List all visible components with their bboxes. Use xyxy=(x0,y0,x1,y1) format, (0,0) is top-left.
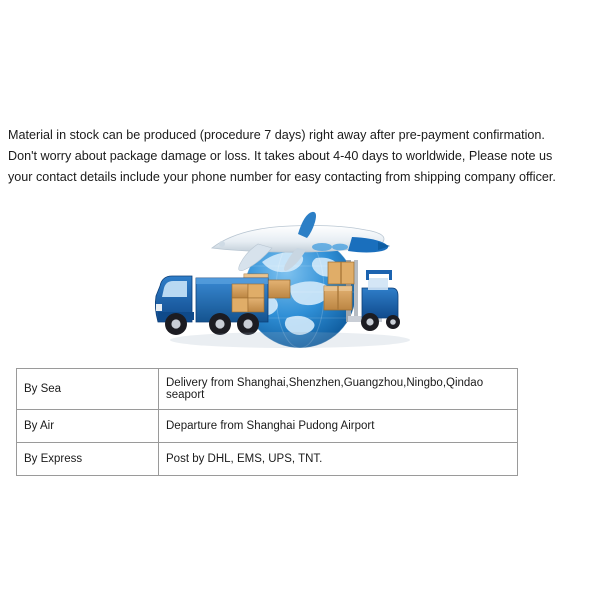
global-logistics-illustration xyxy=(140,200,460,360)
table-row xyxy=(17,410,518,443)
table-row xyxy=(17,443,518,476)
shipping-description: Delivery from Shanghai,Shenzhen,Guangzhou,Ningbo,Qindao seaport xyxy=(159,369,518,410)
blue-truck-icon xyxy=(155,276,268,335)
shipping-mode: By Express xyxy=(17,443,159,476)
shipping-mode: By Air xyxy=(17,410,159,443)
intro-line-3: your contact details include your phone number for easy contacting from shipping company officer. xyxy=(8,170,556,184)
shipping-mode: By Sea xyxy=(17,369,159,410)
intro-paragraph xyxy=(8,125,592,188)
shipping-methods-table xyxy=(16,368,518,476)
intro-line-1: Material in stock can be produced (procedure 7 days) right away after pre-payment confirmation. xyxy=(8,128,545,142)
cardboard-boxes-forklift xyxy=(324,262,354,310)
shipping-description: Departure from Shanghai Pudong Airport xyxy=(159,410,518,443)
intro-line-2: Don't worry about package damage or loss. It takes about 4-40 days to worldwide, Please note us xyxy=(8,149,553,163)
shipping-description: Post by DHL, EMS, UPS, TNT. xyxy=(159,443,518,476)
table-row xyxy=(17,369,518,410)
